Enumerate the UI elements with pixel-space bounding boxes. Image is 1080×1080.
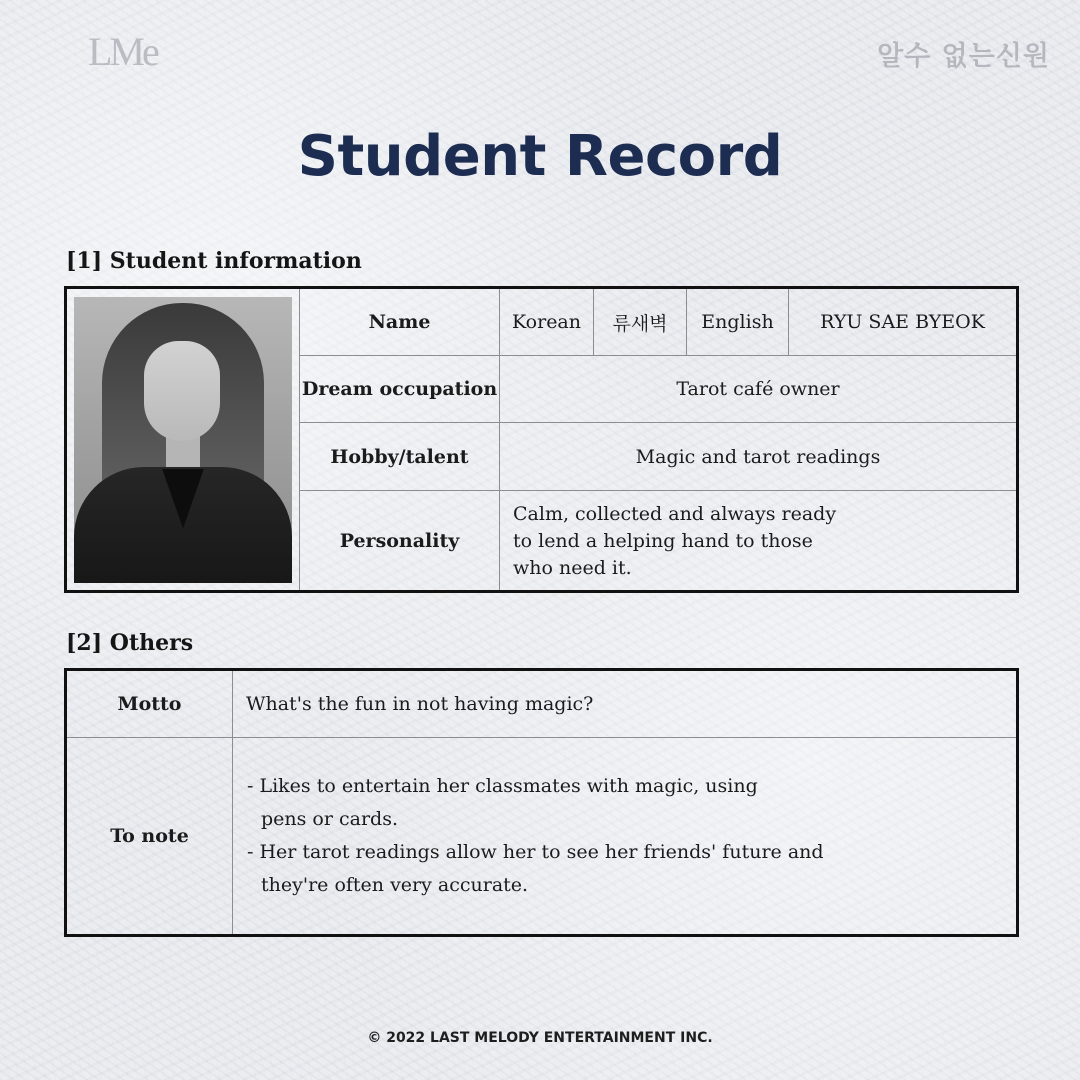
motto-label: Motto bbox=[66, 670, 233, 738]
student-info-table bbox=[64, 286, 1019, 593]
name-label: Name bbox=[300, 288, 500, 356]
note-line: - Her tarot readings allow her to see her friends' future and bbox=[247, 841, 824, 863]
motto-value: What's the fun in not having magic? bbox=[233, 670, 1018, 738]
page-title: Student Record bbox=[297, 124, 783, 189]
note-line: - Likes to entertain her classmates with magic, using bbox=[247, 775, 758, 797]
student-photo bbox=[74, 297, 292, 583]
dream-label: Dream occupation bbox=[300, 356, 500, 423]
korean-name: 류새벽 bbox=[594, 288, 687, 356]
personality-line: Calm, collected and always ready bbox=[513, 503, 837, 525]
dream-value: Tarot café owner bbox=[500, 356, 1018, 423]
note-line: they're often very accurate. bbox=[261, 874, 529, 896]
hobby-label: Hobby/talent bbox=[300, 423, 500, 491]
series-logo: 알수 없는신원 bbox=[877, 41, 1050, 72]
korean-label: Korean bbox=[500, 288, 594, 356]
english-name: RYU SAE BYEOK bbox=[789, 288, 1018, 356]
lme-logo: LMe bbox=[88, 29, 157, 74]
personality-line: who need it. bbox=[513, 557, 632, 579]
others-table bbox=[64, 668, 1019, 937]
personality-value bbox=[500, 491, 1018, 592]
note-line: pens or cards. bbox=[261, 808, 398, 830]
section-heading-student-info: [1] Student information bbox=[66, 248, 362, 274]
personality-label: Personality bbox=[300, 491, 500, 592]
personality-line: to lend a helping hand to those bbox=[513, 530, 813, 552]
hobby-value: Magic and tarot readings bbox=[500, 423, 1018, 491]
photo-cell bbox=[66, 288, 300, 592]
note-value bbox=[233, 738, 1018, 936]
section-heading-others: [2] Others bbox=[66, 630, 194, 656]
note-label: To note bbox=[66, 738, 233, 936]
english-label: English bbox=[687, 288, 789, 356]
copyright-footer: © 2022 LAST MELODY ENTERTAINMENT INC. bbox=[367, 1030, 713, 1046]
